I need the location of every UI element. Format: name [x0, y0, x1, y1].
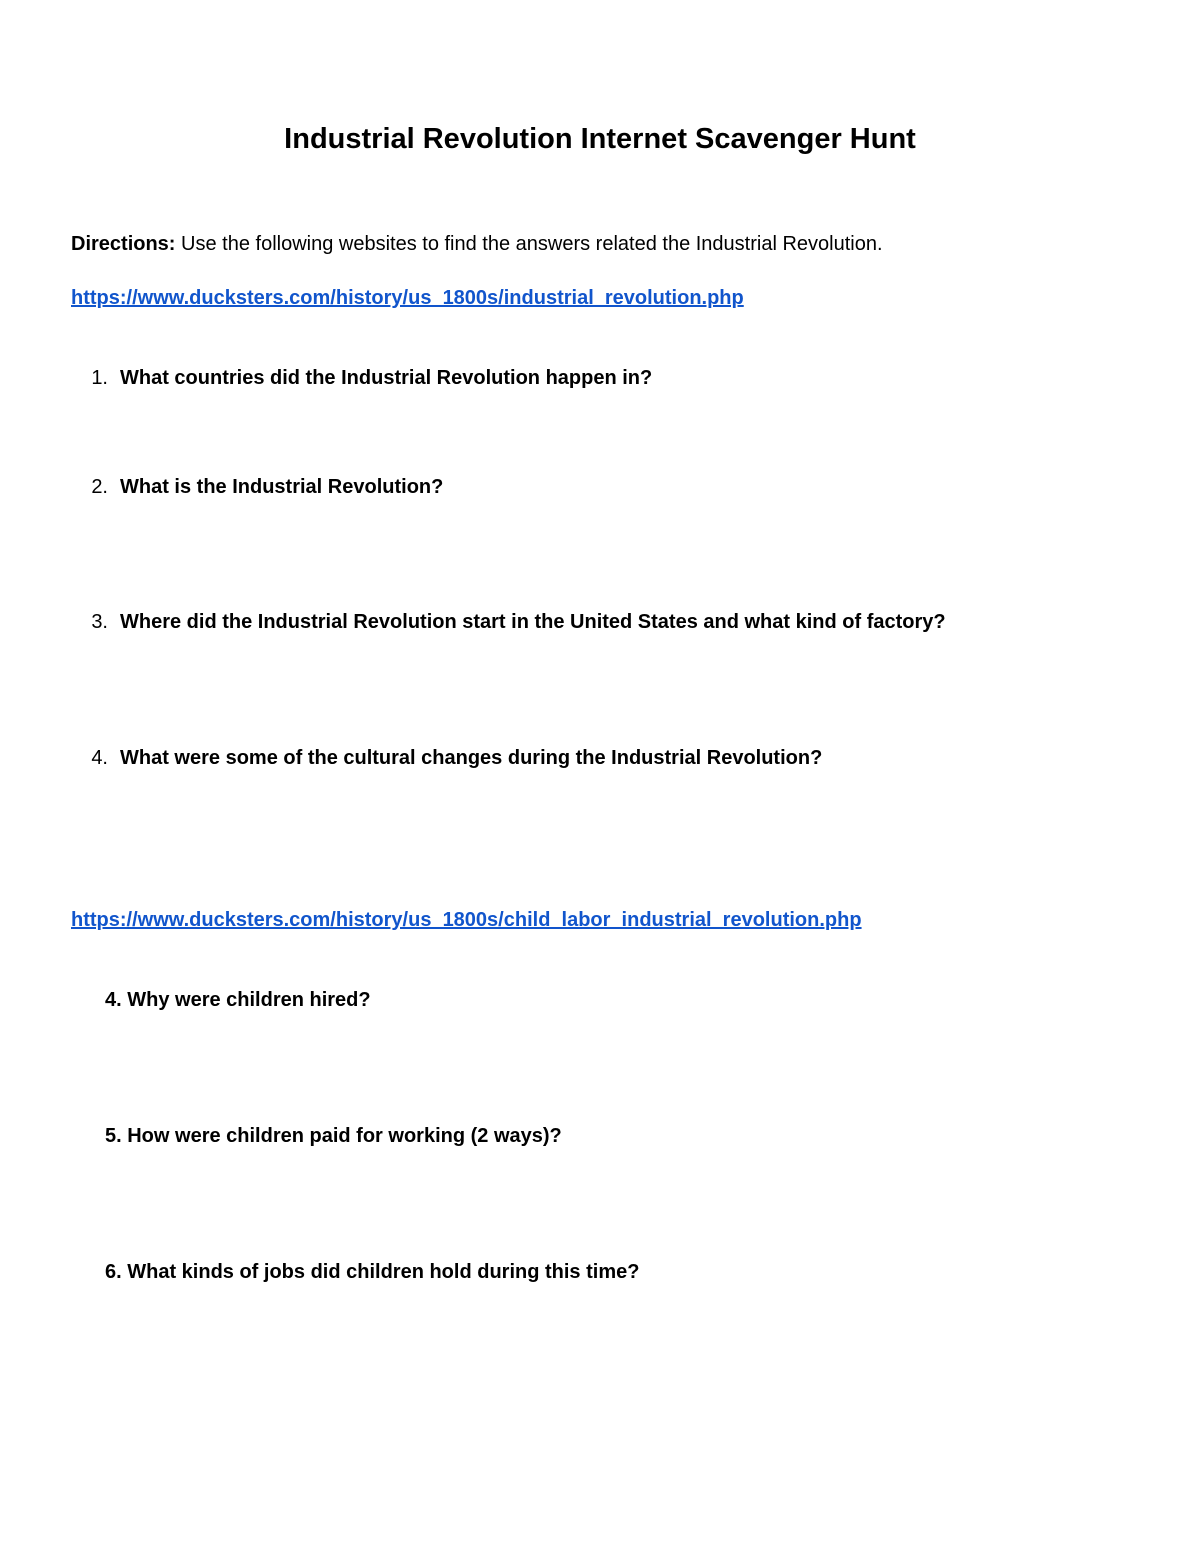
- question-4: [71, 744, 822, 772]
- question-child-hired: 4. Why were children hired?: [105, 989, 371, 1011]
- question-3: [71, 608, 946, 636]
- question-text: Where did the Industrial Revolution start in the United States and what kind of factory?: [120, 611, 946, 633]
- directions-text: Use the following websites to find the answers related the Industrial Revolution.: [175, 233, 883, 255]
- link-child-labor[interactable]: https://www.ducksters.com/history/us_1800s/child_labor_industrial_revolution.php: [71, 909, 862, 931]
- link-industrial-revolution[interactable]: https://www.ducksters.com/history/us_1800s/industrial_revolution.php: [71, 287, 744, 309]
- directions-label: Directions:: [71, 233, 176, 255]
- page-title: Industrial Revolution Internet Scavenger Hunt: [284, 123, 916, 155]
- question-number: 2.: [91, 476, 108, 498]
- directions: [71, 230, 883, 258]
- question-number: 4.: [91, 747, 108, 769]
- question-number: 3.: [91, 611, 108, 633]
- question-1: [71, 364, 652, 392]
- question-text: What countries did the Industrial Revolution happen in?: [120, 367, 653, 389]
- question-child-paid: 5. How were children paid for working (2 ways)?: [105, 1125, 562, 1147]
- question-child-jobs: 6. What kinds of jobs did children hold during this time?: [105, 1261, 640, 1283]
- question-text: What were some of the cultural changes during the Industrial Revolution?: [120, 747, 823, 769]
- question-number: 1.: [91, 367, 108, 389]
- question-2: [71, 473, 443, 501]
- question-text: What is the Industrial Revolution?: [120, 476, 444, 498]
